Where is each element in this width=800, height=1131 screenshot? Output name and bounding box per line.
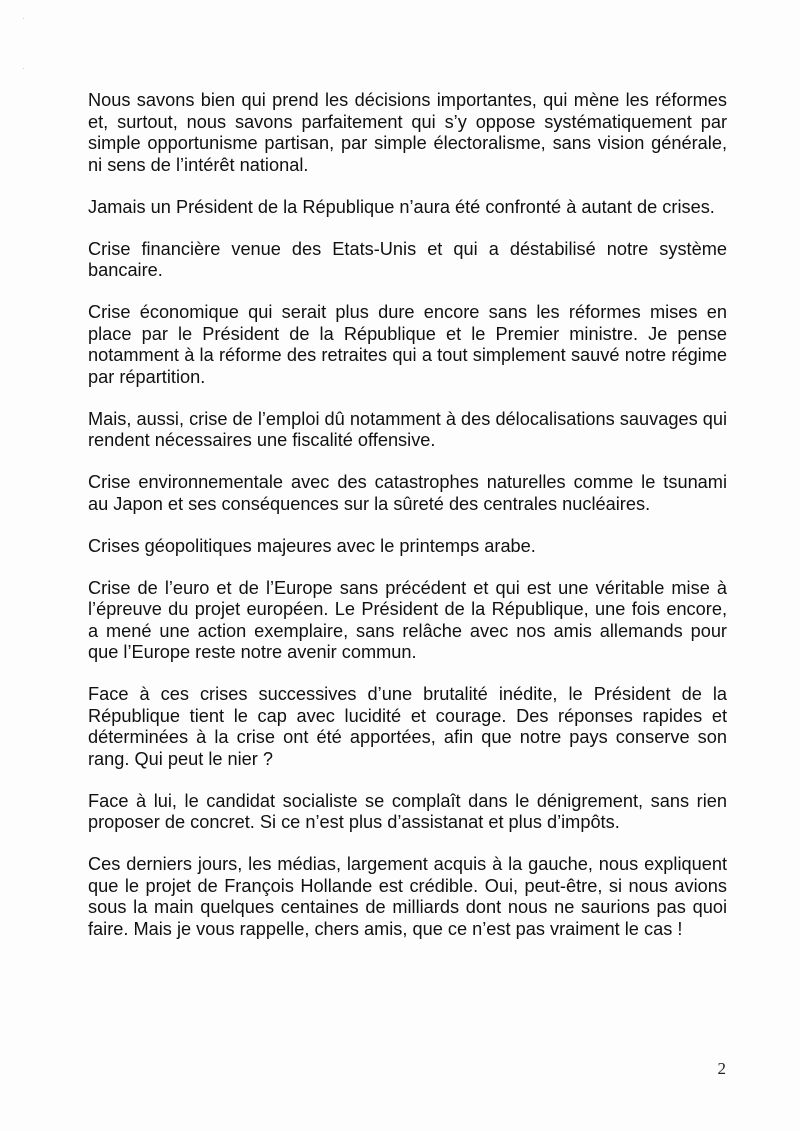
page-number: 2: [717, 1059, 726, 1078]
paragraph-decisions: Nous savons bien qui prend les décisions importantes, qui mène les réformes et, surtout, nous savons parfaitement qui s’y oppose systématiquement par simple opportunisme partisan, par simple électoralisme, sans vision générale, ni sens de l’intérêt national.: [88, 90, 727, 175]
paragraph-euro-crisis: Crise de l’euro et de l’Europe sans précédent et qui est une véritable mise à l’épreuve du projet européen. Le Président de la République, une fois encore, a mené une action exemplaire, sans relâche avec nos amis allemands pour que l’Europe reste notre avenir commun.: [88, 577, 727, 662]
paragraph-socialist-candidate: Face à lui, le candidat socialiste se complaît dans le dénigrement, sans rien proposer de concret. Si ce n’est plus d’assistanat et plus d’impôts.: [88, 790, 727, 832]
paragraph-environmental-crisis: Crise environnementale avec des catastrophes naturelles comme le tsunami au Japon et ses conséquences sur la sûreté des centrales nucléaires.: [88, 472, 727, 514]
document-body: [88, 90, 727, 940]
paragraph-successive-crises: Face à ces crises successives d’une brutalité inédite, le Président de la République tient le cap avec lucidité et courage. Des réponses rapides et déterminées à la crise ont été apportées, afin que notre pays conserve son rang. Qui peut le nier ?: [88, 684, 727, 769]
paragraph-economic-crisis: Crise économique qui serait plus dure encore sans les réformes mises en place par le Président de la République et le Premier ministre. Je pense notamment à la réforme des retraites qui a tout simplement sauvé notre régime par répartition.: [88, 302, 727, 387]
paragraph-media: Ces derniers jours, les médias, largement acquis à la gauche, nous expliquent que le projet de François Hollande est crédible. Oui, peut-être, si nous avions sous la main quelques centaines de milliards dont nous ne saurions pas quoi faire. Mais je vous rappelle, chers amis, que ce n’est pas vraiment le cas !: [88, 854, 727, 939]
scan-margin-mark: ·: [22, 14, 25, 23]
scan-margin-mark: ·: [22, 64, 25, 73]
paragraph-employment-crisis: Mais, aussi, crise de l’emploi dû notamment à des délocalisations sauvages qui rendent nécessaires une fiscalité offensive.: [88, 408, 727, 450]
paragraph-crises-intro: Jamais un Président de la République n’aura été confronté à autant de crises.: [88, 196, 715, 217]
paragraph-geopolitical-crisis: Crises géopolitiques majeures avec le printemps arabe.: [88, 535, 536, 556]
paragraph-financial-crisis: Crise financière venue des Etats-Unis et qui a déstabilisé notre système bancaire.: [88, 238, 727, 280]
